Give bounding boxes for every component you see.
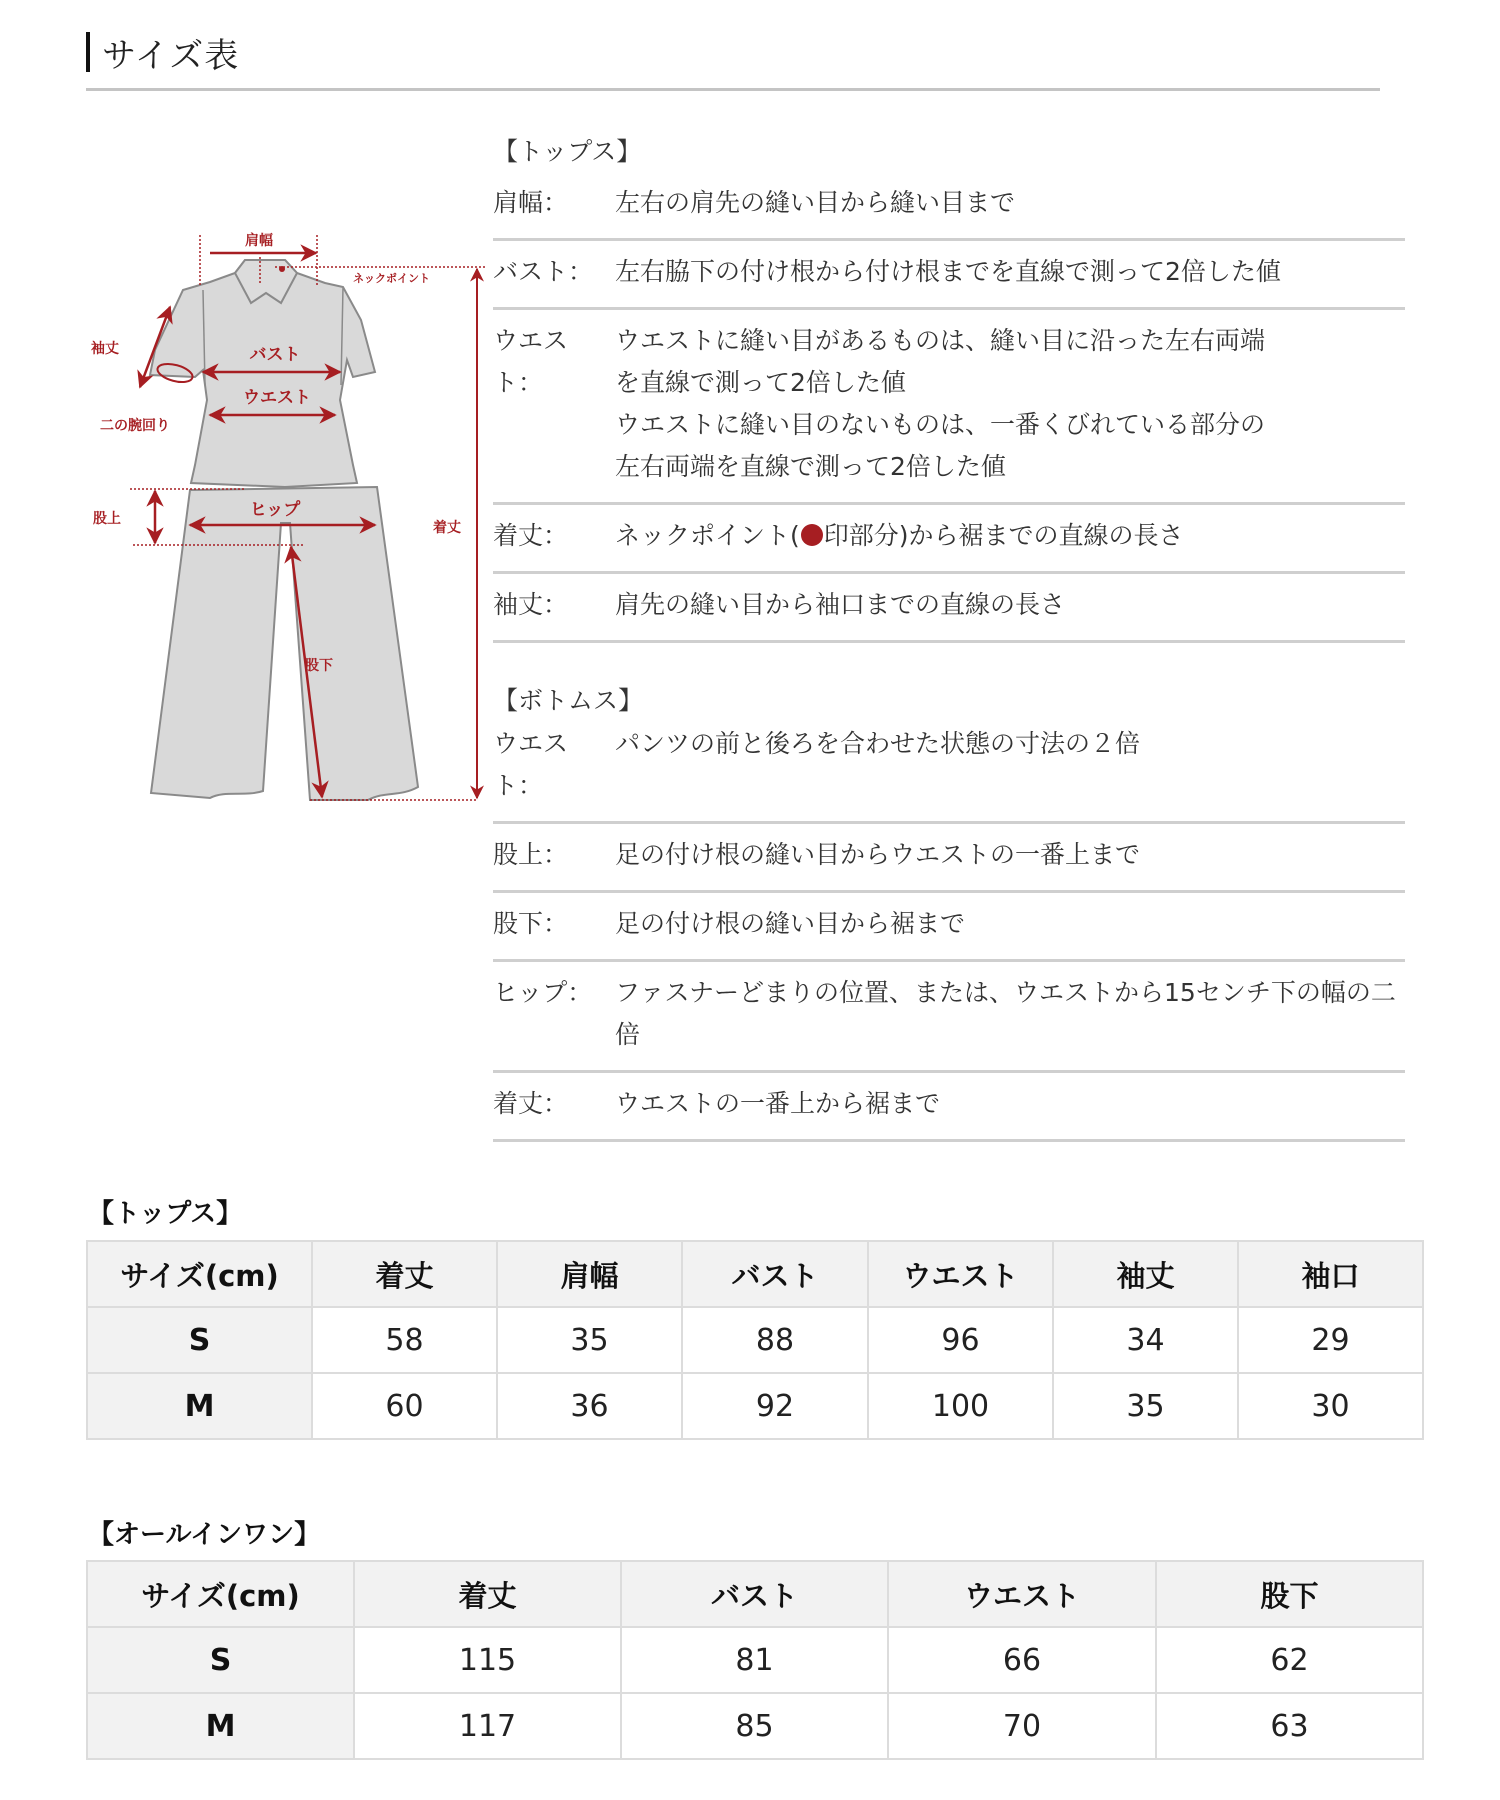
svg-text:バスト: バスト xyxy=(249,345,301,365)
table-cell: 58 xyxy=(312,1307,497,1373)
tops-size-table xyxy=(86,1240,1424,1440)
column-header: サイズ(cm) xyxy=(87,1561,354,1627)
definition-text: ネックポイント( 印部分)から裾までの直線の長さ xyxy=(615,521,1184,550)
table-cell: 70 xyxy=(888,1693,1156,1759)
svg-text:着丈: 着丈 xyxy=(433,520,461,536)
column-header: バスト xyxy=(621,1561,888,1627)
table-cell: 36 xyxy=(497,1373,682,1439)
table-cell: 62 xyxy=(1156,1627,1423,1693)
definition-line: 左右両端を直線で測って2倍した値 xyxy=(615,452,1006,481)
svg-text:ヒップ: ヒップ xyxy=(249,500,301,520)
definition-label: 肩幅： xyxy=(493,188,569,217)
definition-row xyxy=(493,241,1405,310)
table-cell: 35 xyxy=(497,1307,682,1373)
pants-shape xyxy=(151,487,418,800)
table-header-row xyxy=(87,1241,1423,1307)
definition-text: ウエストの一番上から裾まで xyxy=(615,1089,941,1118)
svg-text:肩幅: 肩幅 xyxy=(245,233,273,249)
tops-definitions-heading: 【トップス】 xyxy=(493,137,642,166)
definition-text: 左右脇下の付け根から付け根までを直線で測って2倍した値 xyxy=(615,257,1281,286)
table-cell: 100 xyxy=(868,1373,1053,1439)
table-cell: 30 xyxy=(1238,1373,1423,1439)
definition-line: ウエストに縫い目があるものは、縫い目に沿った左右両端 xyxy=(615,326,1266,355)
column-header: 袖丈 xyxy=(1053,1241,1238,1307)
column-header: 袖口 xyxy=(1238,1241,1423,1307)
column-header: 股下 xyxy=(1156,1561,1423,1627)
column-header: ウエスト xyxy=(868,1241,1053,1307)
allinone-size-table xyxy=(86,1560,1424,1760)
definition-row xyxy=(493,505,1405,574)
definition-row xyxy=(493,574,1405,643)
allinone-table-heading: 【オールインワン】 xyxy=(88,1520,321,1550)
size-label-cell: M xyxy=(87,1693,354,1759)
column-header: 着丈 xyxy=(354,1561,621,1627)
definition-line: ウエストに縫い目のないものは、一番くびれている部分の xyxy=(615,410,1266,439)
table-cell: 96 xyxy=(868,1307,1053,1373)
definition-text: 左右の肩先の縫い目から縫い目まで xyxy=(615,188,1016,217)
svg-text:股下: 股下 xyxy=(305,658,333,674)
definition-text: パンツの前と後ろを合わせた状態の寸法の２倍 xyxy=(615,729,1141,758)
table-row xyxy=(87,1307,1423,1373)
definition-row xyxy=(493,721,1405,824)
column-header: バスト xyxy=(682,1241,868,1307)
definition-row xyxy=(493,310,1405,505)
table-cell: 115 xyxy=(354,1627,621,1693)
definition-label: ヒップ： xyxy=(493,978,593,1007)
page-title-text: サイズ表 xyxy=(102,35,240,76)
table-header-row xyxy=(87,1561,1423,1627)
definition-text: 足の付け根の縫い目からウエストの一番上まで xyxy=(615,840,1141,869)
column-header: ウエスト xyxy=(888,1561,1156,1627)
garment-diagram-icon xyxy=(85,225,485,815)
column-header: 肩幅 xyxy=(497,1241,682,1307)
definition-label: ウエスト： xyxy=(493,326,569,397)
title-accent-bar xyxy=(86,32,90,72)
definition-line: を直線で測って2倍した値 xyxy=(615,368,906,397)
size-label-cell: M xyxy=(87,1373,312,1439)
neck-point-dot-icon xyxy=(801,524,823,546)
tops-table-heading: 【トップス】 xyxy=(88,1199,243,1229)
definition-label: 着丈： xyxy=(493,1089,569,1118)
table-cell: 92 xyxy=(682,1373,868,1439)
table-cell: 29 xyxy=(1238,1307,1423,1373)
size-label-cell: S xyxy=(87,1627,354,1693)
svg-text:ネックポイント: ネックポイント xyxy=(353,272,430,285)
definition-label: 着丈： xyxy=(493,521,569,550)
table-cell: 35 xyxy=(1053,1373,1238,1439)
table-cell: 88 xyxy=(682,1307,868,1373)
definition-text xyxy=(615,320,1405,488)
table-cell: 117 xyxy=(354,1693,621,1759)
definition-row xyxy=(493,962,1405,1073)
measurement-definitions xyxy=(493,128,1405,1142)
definition-row xyxy=(493,824,1405,893)
table-row xyxy=(87,1693,1423,1759)
table-cell: 60 xyxy=(312,1373,497,1439)
definition-label: バスト： xyxy=(493,257,594,286)
column-header: 着丈 xyxy=(312,1241,497,1307)
svg-text:袖丈: 袖丈 xyxy=(91,341,119,357)
definition-row xyxy=(493,172,1405,241)
table-row xyxy=(87,1627,1423,1693)
definition-text: ファスナーどまりの位置、または、ウエストから15センチ下の幅の二倍 xyxy=(615,978,1396,1049)
column-header: サイズ(cm) xyxy=(87,1241,312,1307)
table-cell: 85 xyxy=(621,1693,888,1759)
definition-label: 股上： xyxy=(493,840,569,869)
title-divider xyxy=(86,88,1380,91)
definition-label: 股下： xyxy=(493,909,569,938)
table-cell: 63 xyxy=(1156,1693,1423,1759)
page-title xyxy=(86,28,239,76)
svg-text:股上: 股上 xyxy=(93,511,121,527)
svg-text:ウエスト: ウエスト xyxy=(243,388,311,408)
table-cell: 34 xyxy=(1053,1307,1238,1373)
definition-text: 肩先の縫い目から袖口までの直線の長さ xyxy=(615,590,1066,619)
definition-text: 足の付け根の縫い目から裾まで xyxy=(615,909,966,938)
definition-label: 袖丈： xyxy=(493,590,569,619)
definition-label: ウエスト： xyxy=(493,729,569,800)
measurement-illustration xyxy=(85,225,485,815)
svg-text:二の腕回り: 二の腕回り xyxy=(100,418,170,434)
table-cell: 66 xyxy=(888,1627,1156,1693)
table-cell: 81 xyxy=(621,1627,888,1693)
size-label-cell: S xyxy=(87,1307,312,1373)
definition-row xyxy=(493,1073,1405,1142)
bottoms-definitions-heading: 【ボトムス】 xyxy=(493,686,644,715)
table-row xyxy=(87,1373,1423,1439)
definition-row xyxy=(493,893,1405,962)
